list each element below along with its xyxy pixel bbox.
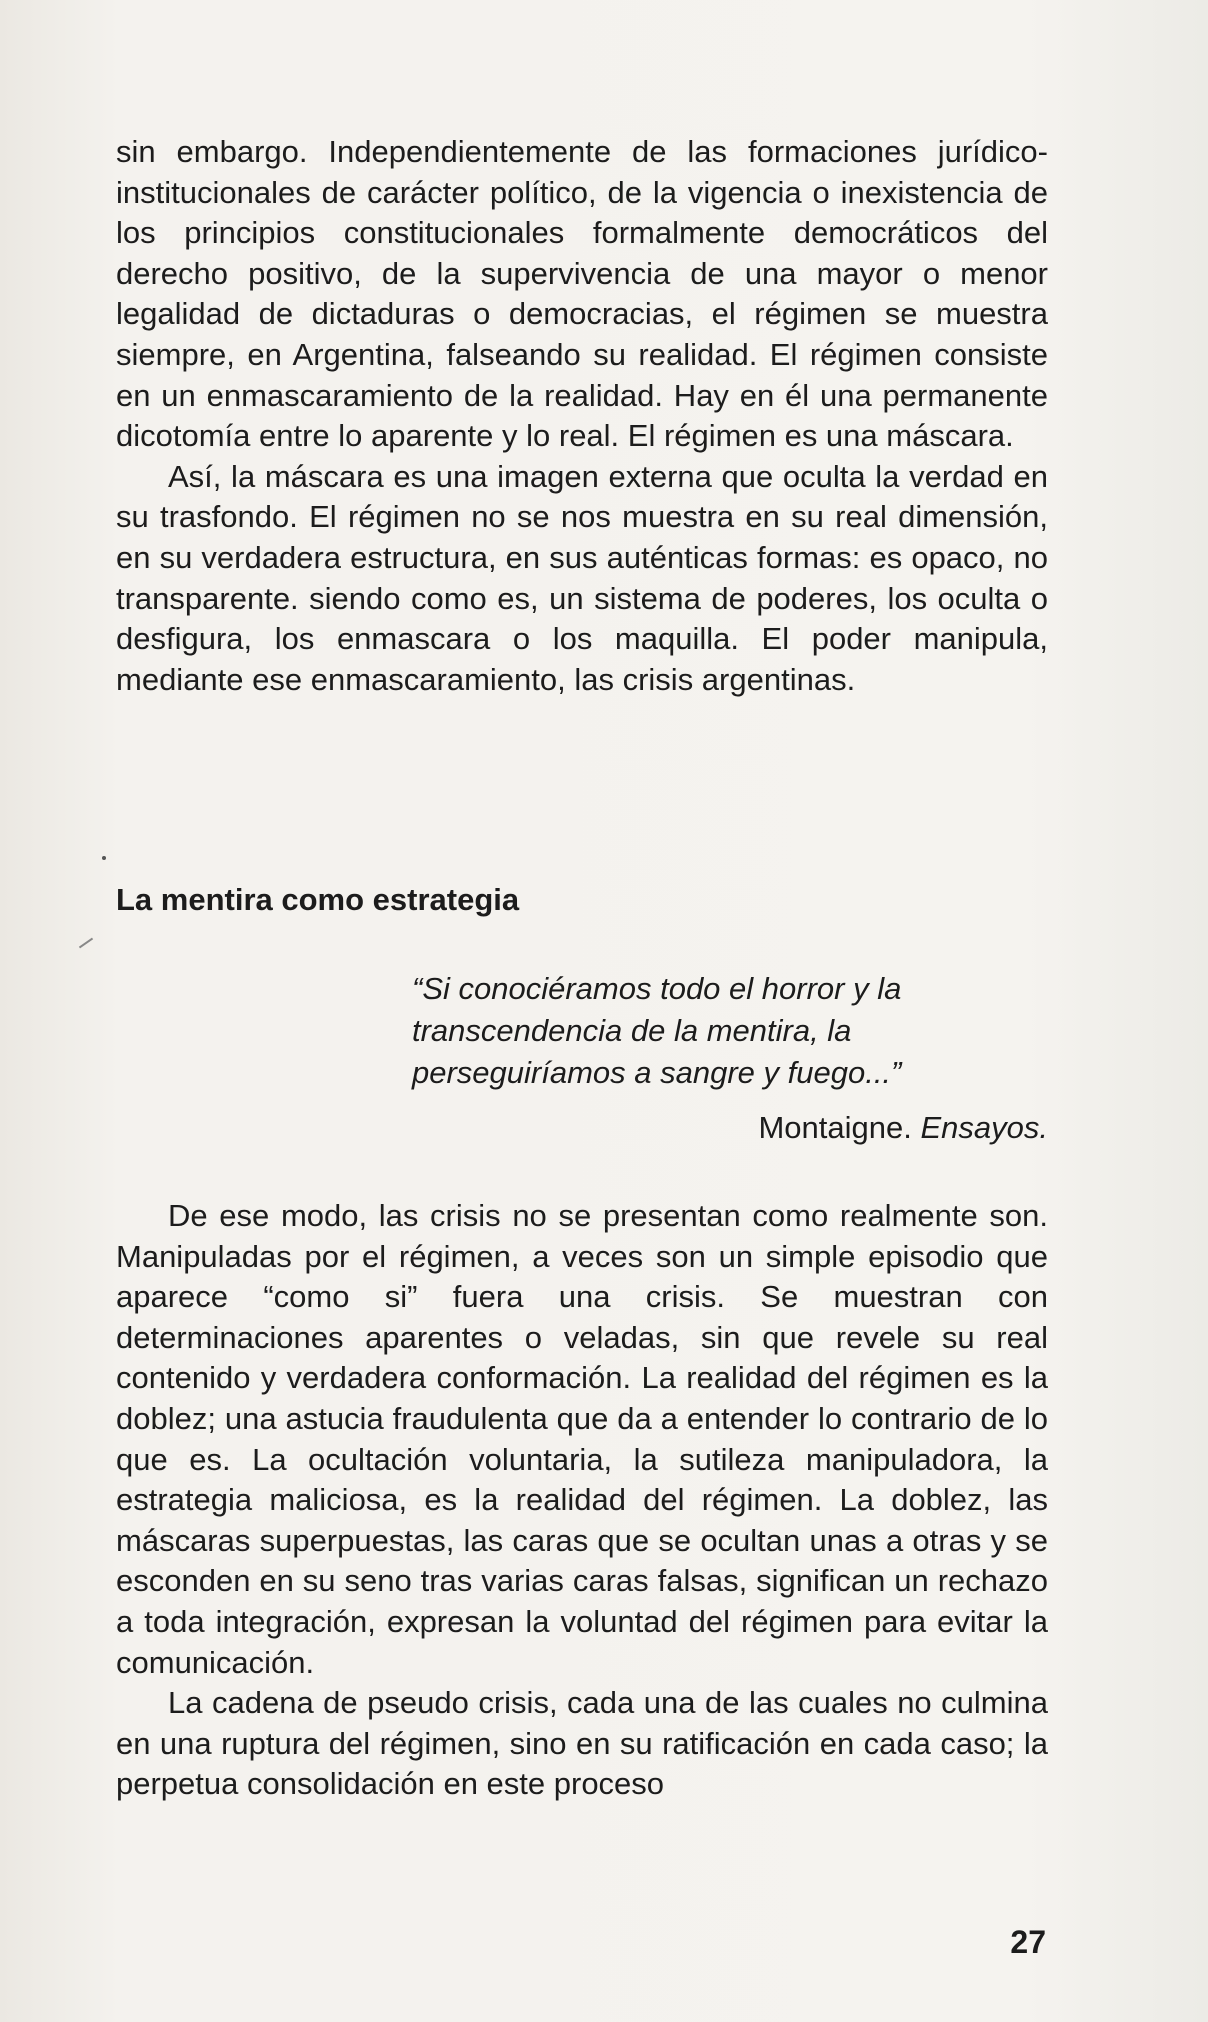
print-speck xyxy=(79,938,93,949)
epigraph-work: Ensayos. xyxy=(920,1110,1048,1145)
section-heading: La mentira como estrategia xyxy=(116,882,520,917)
text-block-bottom xyxy=(116,1196,1048,1805)
text-block-top xyxy=(116,132,1048,700)
epigraph-author: Montaigne. xyxy=(758,1110,912,1145)
paragraph: La cadena de pseudo crisis, cada una de las cuales no culmina en una ruptura del régimen, sino en su ratificación en cada caso; la perpetua consolidación en este proceso xyxy=(116,1685,1048,1802)
paragraph: Así, la máscara es una imagen externa que oculta la verdad en su trasfondo. El régimen no se nos muestra en su real dimensión, en su verdadera estructura, en sus auténticas formas: es opaco, no transparente. siendo como es, un sistema de poderes, los oculta o desfigura, los enmascara o los maquilla. El poder manipula, mediante ese enmascaramiento, las crisis argentinas. xyxy=(116,458,1048,697)
paragraph: sin embargo. Independientemente de las formaciones jurídico-institucionales de carácter político, de la vigencia o inexistencia de los principios constitucionales formalmente democráticos del derecho positivo, de la supervivencia de una mayor o menor legalidad de dictaduras o democracias, el régimen se muestra siempre, en Argentina, falseando su realidad. El régimen consiste en un enmascaramiento de la realidad. Hay en él una permanente dicotomía entre lo aparente y lo real. El régimen es una máscara. xyxy=(116,134,1048,454)
print-speck xyxy=(102,856,106,860)
epigraph-attribution xyxy=(758,1110,1048,1146)
epigraph-quote: “Si conociéramos todo el horror y la transcendencia de la mentira, la perseguiríamos a sangre y fuego...” xyxy=(412,971,902,1090)
page-number: 27 xyxy=(1010,1924,1046,1960)
paragraph: De ese modo, las crisis no se presentan como realmente son. Manipuladas por el régimen, a veces son un simple episodio que aparece “como si” fuera una crisis. Se muestran con determinaciones aparentes o veladas, sin que revele su real contenido y verdadera conformación. La realidad del régimen es la doblez; una astucia fraudulenta que da a entender lo contrario de lo que es. La ocultación voluntaria, la sutileza manipuladora, la estrategia maliciosa, es la realidad del régimen. La doblez, las máscaras superpuestas, las caras que se ocultan unas a otras y se esconden en su seno tras varias caras falsas, significan un rechazo a toda integración, expresan la voluntad del régimen para evitar la comunicación. xyxy=(116,1198,1048,1680)
